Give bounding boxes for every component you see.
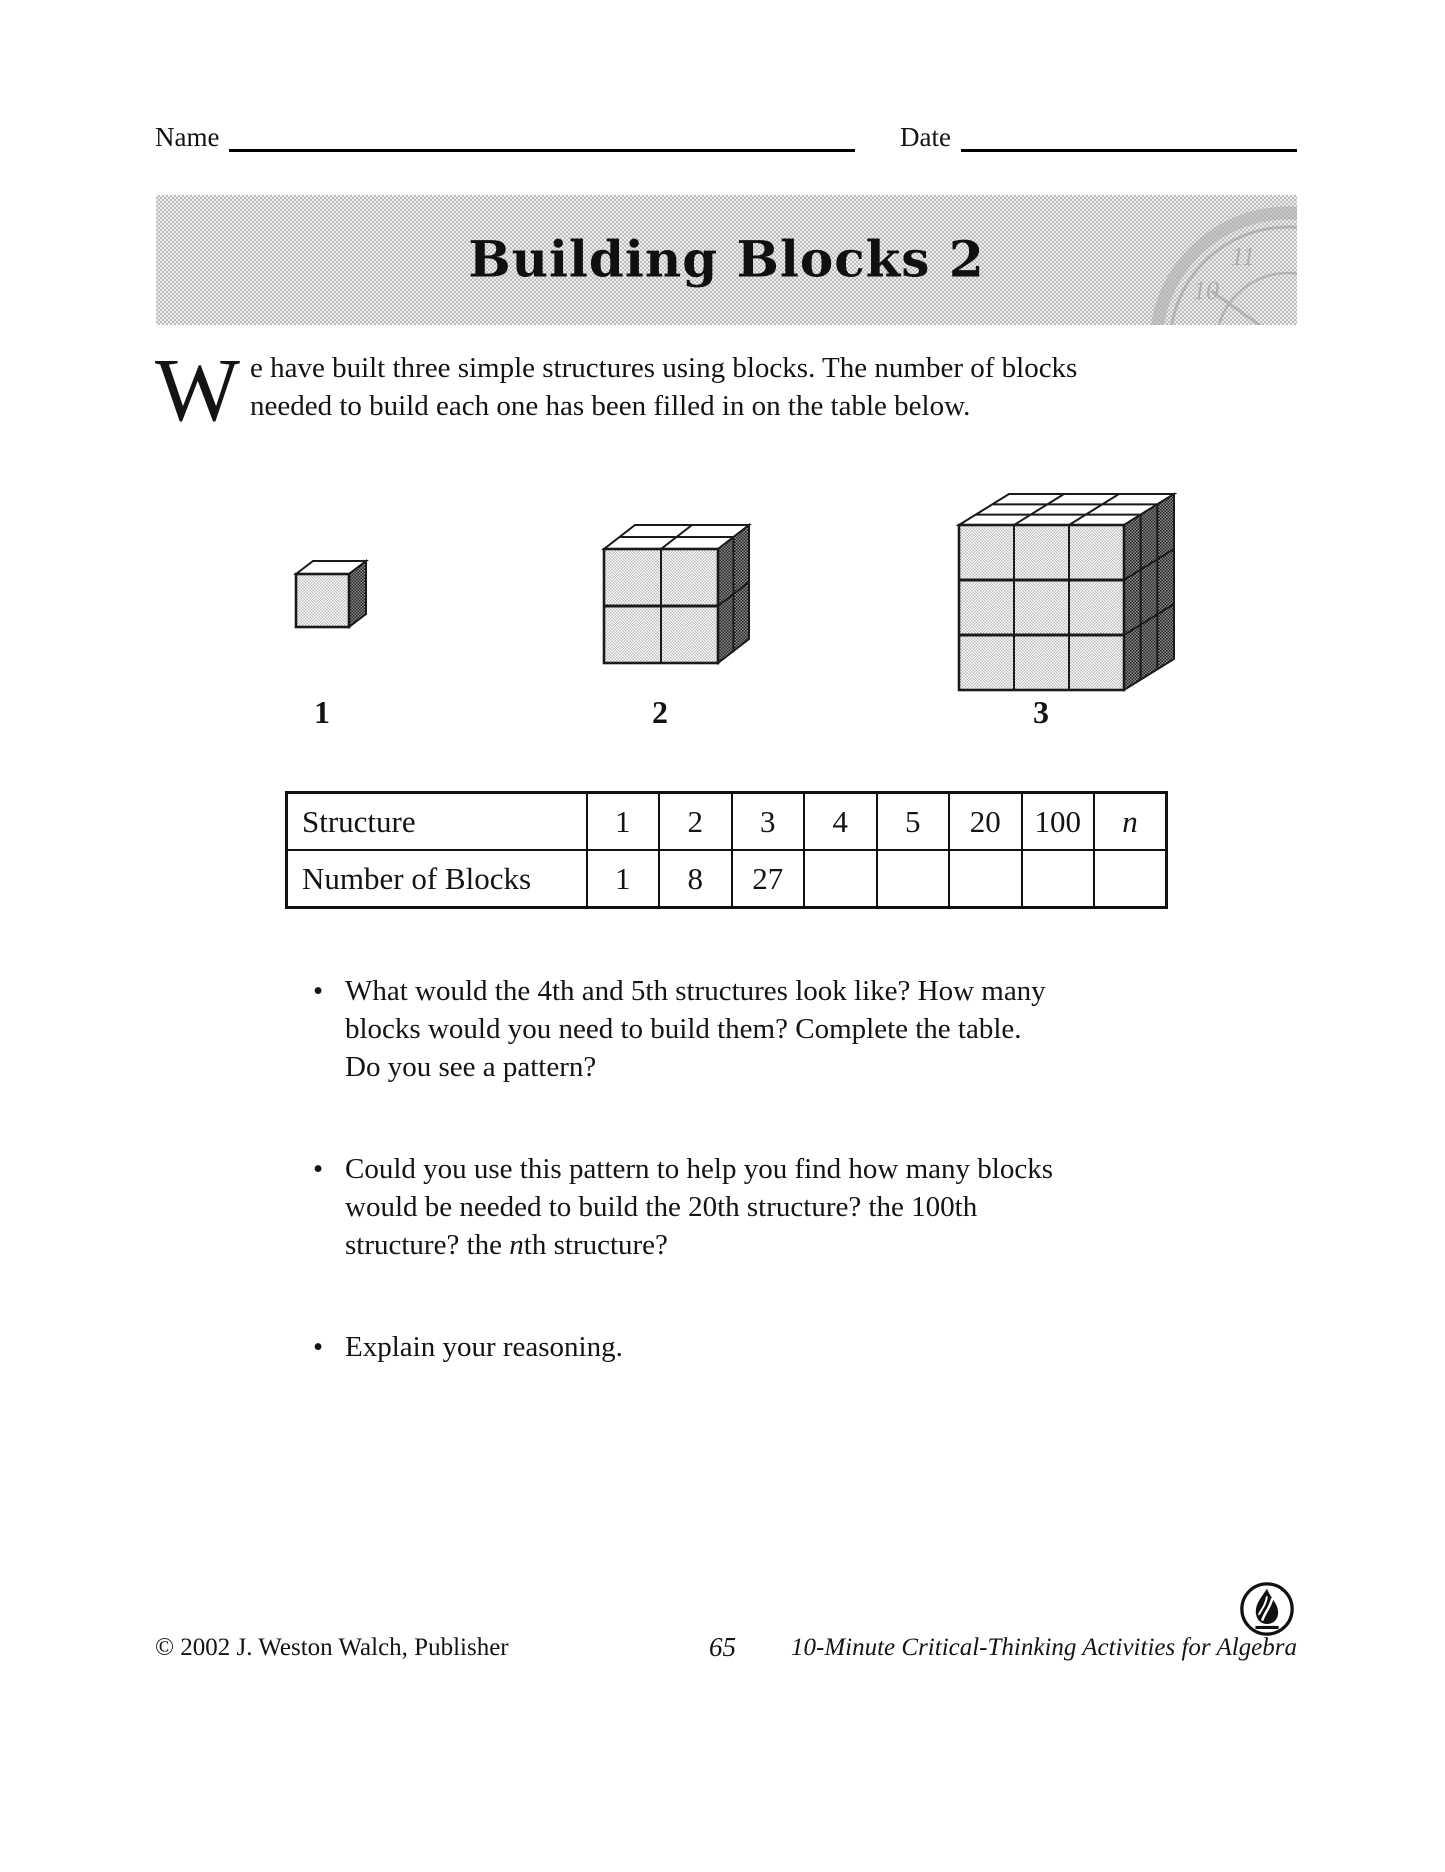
publisher-torch-logo-icon [1238,1580,1296,1638]
table-cell: 5 [877,793,950,851]
table-cell [1022,850,1095,908]
table-cell: n [1094,793,1167,851]
structure-label: 2 [652,694,668,730]
clock-numeral-11: 11 [1231,242,1256,271]
blocks-table [285,791,1168,909]
footer-copyright: © 2002 J. Weston Walch, Publisher [155,1634,509,1661]
date-label: Date [900,122,951,152]
clock-numeral-10: 10 [1193,276,1219,305]
structure-label: 1 [314,694,330,730]
intro-text-line: e have built three simple structures using blocks. The number of blocks [249,352,1078,384]
structure-label: 3 [1033,694,1049,730]
table-cell: 1 [587,850,660,908]
date-blank-line [961,113,1297,152]
bullet-marker: • [313,1331,324,1363]
footer-page-number: 65 [709,1632,736,1662]
table-cell: 2 [659,793,732,851]
table-row [287,793,1167,851]
structure-2-cube-figure [601,522,752,671]
question-bullet [313,972,1233,1086]
intro-text-line: needed to build each one has been filled in on the table below. [249,390,971,422]
bullet-text: Could you use this pattern to help you find how many blocks would be needed to build the 20th structure? the 100th structure? the nth structure? [345,1153,1054,1261]
table-cell [804,850,877,908]
table-cell: 100 [1022,793,1095,851]
title-banner [156,195,1297,325]
table-row-header: Structure [287,793,587,851]
intro-lines [155,341,1225,440]
bullet-text: What would the 4th and 5th structures look like? How many blocks would you need to build them? Complete the table. Do you see a pattern? [345,975,1046,1083]
table-cell: 3 [732,793,805,851]
table-row [287,850,1167,908]
bullet-text: Explain your reasoning. [345,1331,623,1363]
name-label: Name [155,122,220,152]
name-date-row [155,116,1297,152]
table-cell: 27 [732,850,805,908]
intro-paragraph [155,341,1225,440]
table-cell: 4 [804,793,877,851]
table-cell: 20 [949,793,1022,851]
dropcap: W [155,341,240,440]
name-blank-line [229,113,855,152]
table-cell: 1 [587,793,660,851]
structure-1-cube-figure [293,558,369,635]
question-bullet [313,1150,1233,1264]
table-cell [949,850,1022,908]
table-cell [877,850,950,908]
table-cell [1094,850,1167,908]
table-row-header: Number of Blocks [287,850,587,908]
footer-book-title: 10-Minute Critical-Thinking Activities for Algebra [791,1634,1297,1661]
date-field [900,116,1297,152]
bullet-marker: • [313,1153,324,1185]
structure-3-cube-figure [956,491,1177,698]
bullet-marker: • [313,975,324,1007]
question-bullet [313,1328,1233,1366]
page-title: Building Blocks 2 [468,229,985,289]
table-cell: 8 [659,850,732,908]
name-field [155,116,855,152]
